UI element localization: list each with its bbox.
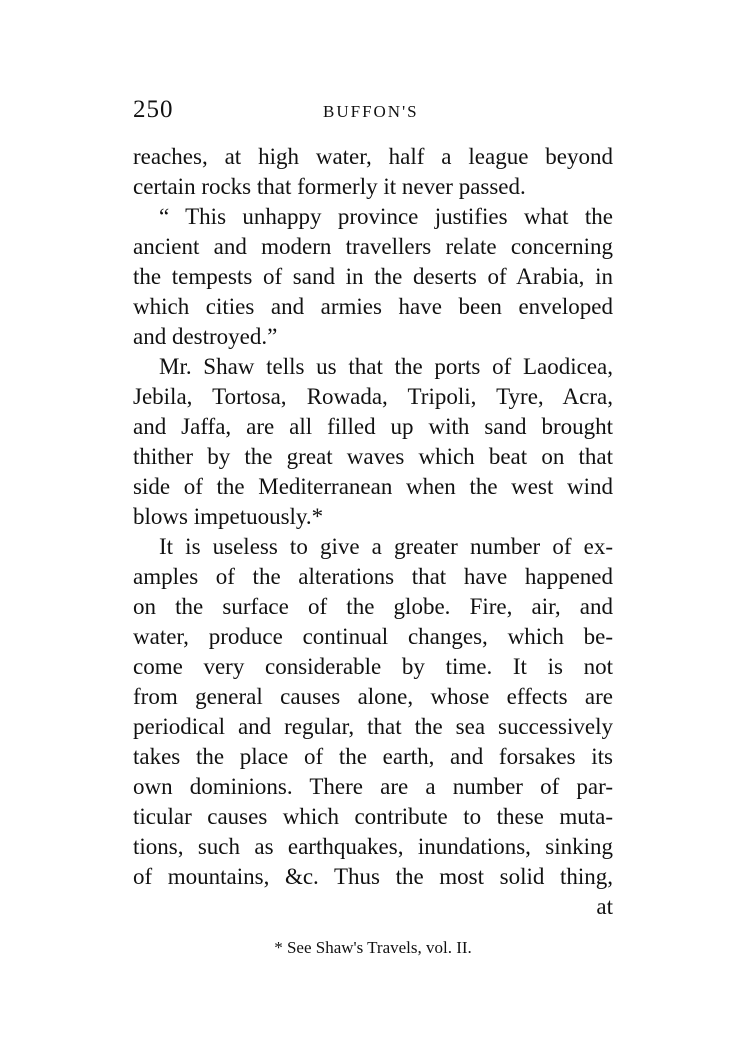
text-line: from general causes alone, whose effects are — [133, 684, 613, 709]
text-line: and Jaffa, are all filled up with sand brought — [133, 414, 613, 439]
text-line: blows impetuously.* — [133, 504, 324, 529]
text-line: on the surface of the globe. Fire, air, and — [133, 594, 613, 619]
text-line: Jebila, Tortosa, Rowada, Tripoli, Tyre, Acra, — [133, 384, 613, 409]
body-text — [133, 142, 613, 922]
text-line: ancient and modern travellers relate concerning — [133, 234, 613, 259]
running-head: BUFFON'S — [323, 102, 419, 121]
text-line: and destroyed.” — [133, 324, 278, 349]
text-line: “ This unhappy province justifies what the — [159, 204, 613, 229]
text-line: come very considerable by time. It is not — [133, 654, 613, 679]
text-line: reaches, at high water, half a league beyond — [133, 144, 613, 169]
text-line: water, produce continual changes, which be- — [133, 624, 613, 649]
text-line: own dominions. There are a number of par- — [133, 774, 613, 799]
catchword: at — [596, 894, 613, 919]
text-line: side of the Mediterranean when the west wind — [133, 474, 613, 499]
text-line: tions, such as earthquakes, inundations, sinking — [133, 834, 613, 859]
text-line: Mr. Shaw tells us that the ports of Laodicea, — [159, 354, 613, 379]
text-line: amples of the alterations that have happened — [133, 564, 613, 589]
text-line: takes the place of the earth, and forsakes its — [133, 744, 613, 769]
text-line: certain rocks that formerly it never passed. — [133, 174, 526, 199]
text-line: periodical and regular, that the sea successively — [133, 714, 613, 739]
page-number: 250 — [133, 96, 174, 123]
text-line: thither by the great waves which beat on that — [133, 444, 613, 469]
page-header — [133, 96, 613, 128]
text-line: of mountains, &c. Thus the most solid thing, — [133, 864, 613, 889]
text-line: ticular causes which contribute to these muta- — [133, 804, 613, 829]
text-line: the tempests of sand in the deserts of Arabia, in — [133, 264, 613, 289]
text-line: It is useless to give a greater number of ex- — [159, 534, 613, 559]
text-line: which cities and armies have been enveloped — [133, 294, 613, 319]
footnote: * See Shaw's Travels, vol. II. — [274, 938, 472, 957]
